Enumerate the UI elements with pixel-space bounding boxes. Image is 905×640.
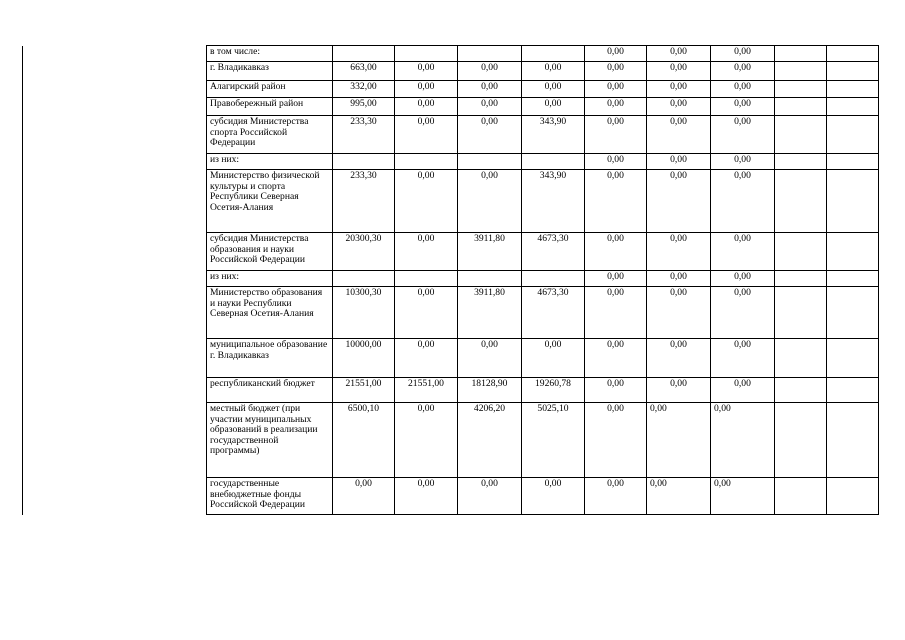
value-cell: 0,00 [585, 62, 647, 81]
row-label: Министерство образования и науки Республики Северная Осетия-Алания [207, 287, 333, 339]
value-cell: 0,00 [395, 98, 458, 116]
value-cell: 663,00 [333, 62, 395, 81]
value-cell: 19260,78 [522, 378, 585, 403]
value-cell [827, 339, 879, 378]
value-cell: 0,00 [395, 478, 458, 515]
value-cell [827, 98, 879, 116]
value-cell: 0,00 [711, 403, 775, 478]
value-cell: 0,00 [522, 81, 585, 98]
row-label: субсидия Министерства образования и науки Российской Федерации [207, 233, 333, 271]
value-cell: 0,00 [711, 46, 775, 62]
value-cell [775, 478, 827, 515]
row-label: субсидия Министерства спорта Российской Федерации [207, 116, 333, 154]
value-cell [458, 271, 522, 287]
value-cell: 20300,30 [333, 233, 395, 271]
value-cell [775, 170, 827, 233]
value-cell: 18128,90 [458, 378, 522, 403]
value-cell [775, 62, 827, 81]
value-cell [395, 46, 458, 62]
row-label: Правобережный район [207, 98, 333, 116]
value-cell: 0,00 [585, 403, 647, 478]
value-cell: 0,00 [647, 116, 711, 154]
row-label: местный бюджет (при участии муниципальных образований в реализации государственной программы) [207, 403, 333, 478]
value-cell [458, 46, 522, 62]
row-group-cell [23, 46, 207, 515]
value-cell: 0,00 [585, 287, 647, 339]
value-cell: 0,00 [395, 116, 458, 154]
value-cell: 0,00 [711, 287, 775, 339]
value-cell: 343,90 [522, 170, 585, 233]
value-cell: 0,00 [647, 46, 711, 62]
budget-table [22, 45, 879, 515]
value-cell [827, 46, 879, 62]
value-cell [827, 233, 879, 271]
table-row [23, 46, 879, 62]
value-cell: 5025,10 [522, 403, 585, 478]
value-cell [775, 46, 827, 62]
value-cell [775, 98, 827, 116]
value-cell [827, 62, 879, 81]
value-cell: 0,00 [711, 478, 775, 515]
value-cell: 0,00 [711, 339, 775, 378]
row-label: в том числе: [207, 46, 333, 62]
value-cell: 0,00 [585, 478, 647, 515]
value-cell: 0,00 [647, 378, 711, 403]
value-cell: 0,00 [395, 339, 458, 378]
value-cell: 233,30 [333, 170, 395, 233]
value-cell: 10000,00 [333, 339, 395, 378]
value-cell: 0,00 [585, 271, 647, 287]
value-cell: 0,00 [711, 170, 775, 233]
value-cell: 0,00 [458, 81, 522, 98]
value-cell: 0,00 [585, 81, 647, 98]
value-cell [827, 403, 879, 478]
value-cell: 0,00 [458, 170, 522, 233]
value-cell [827, 116, 879, 154]
value-cell [827, 378, 879, 403]
value-cell: 0,00 [711, 154, 775, 170]
value-cell: 0,00 [711, 378, 775, 403]
value-cell: 0,00 [522, 62, 585, 81]
value-cell: 0,00 [522, 339, 585, 378]
value-cell: 0,00 [395, 287, 458, 339]
value-cell [522, 46, 585, 62]
value-cell: 0,00 [647, 62, 711, 81]
value-cell: 0,00 [458, 98, 522, 116]
value-cell: 0,00 [522, 98, 585, 116]
value-cell: 0,00 [585, 378, 647, 403]
value-cell: 0,00 [647, 287, 711, 339]
value-cell: 0,00 [711, 81, 775, 98]
value-cell: 0,00 [647, 478, 711, 515]
value-cell: 0,00 [395, 81, 458, 98]
value-cell: 3911,80 [458, 287, 522, 339]
value-cell: 0,00 [647, 170, 711, 233]
value-cell: 0,00 [711, 271, 775, 287]
value-cell: 0,00 [395, 233, 458, 271]
value-cell [522, 271, 585, 287]
value-cell: 0,00 [585, 170, 647, 233]
value-cell [775, 233, 827, 271]
value-cell: 0,00 [458, 478, 522, 515]
value-cell [333, 271, 395, 287]
value-cell: 0,00 [647, 81, 711, 98]
value-cell: 4206,20 [458, 403, 522, 478]
value-cell: 0,00 [458, 116, 522, 154]
value-cell: 0,00 [647, 98, 711, 116]
value-cell: 0,00 [585, 233, 647, 271]
value-cell: 21551,00 [395, 378, 458, 403]
value-cell: 0,00 [647, 154, 711, 170]
value-cell [522, 154, 585, 170]
value-cell: 0,00 [647, 271, 711, 287]
value-cell: 0,00 [647, 233, 711, 271]
value-cell [775, 116, 827, 154]
value-cell [775, 154, 827, 170]
value-cell: 0,00 [585, 98, 647, 116]
value-cell [827, 271, 879, 287]
row-label: Алагирский район [207, 81, 333, 98]
value-cell: 0,00 [585, 339, 647, 378]
value-cell: 21551,00 [333, 378, 395, 403]
value-cell: 0,00 [522, 478, 585, 515]
value-cell [827, 287, 879, 339]
value-cell: 0,00 [458, 339, 522, 378]
value-cell: 0,00 [585, 116, 647, 154]
value-cell: 0,00 [395, 170, 458, 233]
row-label: из них: [207, 271, 333, 287]
value-cell [775, 339, 827, 378]
value-cell [775, 81, 827, 98]
value-cell: 0,00 [395, 62, 458, 81]
value-cell: 0,00 [711, 98, 775, 116]
value-cell: 0,00 [458, 62, 522, 81]
value-cell: 6500,10 [333, 403, 395, 478]
value-cell [827, 170, 879, 233]
value-cell [395, 271, 458, 287]
value-cell: 0,00 [585, 154, 647, 170]
value-cell: 995,00 [333, 98, 395, 116]
value-cell: 233,30 [333, 116, 395, 154]
value-cell [827, 154, 879, 170]
value-cell: 0,00 [711, 233, 775, 271]
value-cell: 0,00 [585, 46, 647, 62]
value-cell: 0,00 [647, 403, 711, 478]
value-cell [775, 378, 827, 403]
value-cell: 0,00 [333, 478, 395, 515]
row-label: Министерство физической культуры и спорта Республики Северная Осетия-Алания [207, 170, 333, 233]
value-cell [827, 478, 879, 515]
row-label: из них: [207, 154, 333, 170]
value-cell: 4673,30 [522, 233, 585, 271]
row-label: государственные внебюджетные фонды Российской Федерации [207, 478, 333, 515]
value-cell: 0,00 [395, 403, 458, 478]
value-cell: 3911,80 [458, 233, 522, 271]
value-cell [827, 81, 879, 98]
value-cell [775, 403, 827, 478]
value-cell [775, 287, 827, 339]
row-label: муниципальное образование г. Владикавказ [207, 339, 333, 378]
value-cell [395, 154, 458, 170]
value-cell: 10300,30 [333, 287, 395, 339]
value-cell [333, 46, 395, 62]
row-label: республиканский бюджет [207, 378, 333, 403]
value-cell: 332,00 [333, 81, 395, 98]
value-cell: 0,00 [711, 62, 775, 81]
value-cell: 4673,30 [522, 287, 585, 339]
value-cell [775, 271, 827, 287]
value-cell: 0,00 [647, 339, 711, 378]
value-cell [458, 154, 522, 170]
value-cell: 0,00 [711, 116, 775, 154]
value-cell: 343,90 [522, 116, 585, 154]
value-cell [333, 154, 395, 170]
row-label: г. Владикавказ [207, 62, 333, 81]
